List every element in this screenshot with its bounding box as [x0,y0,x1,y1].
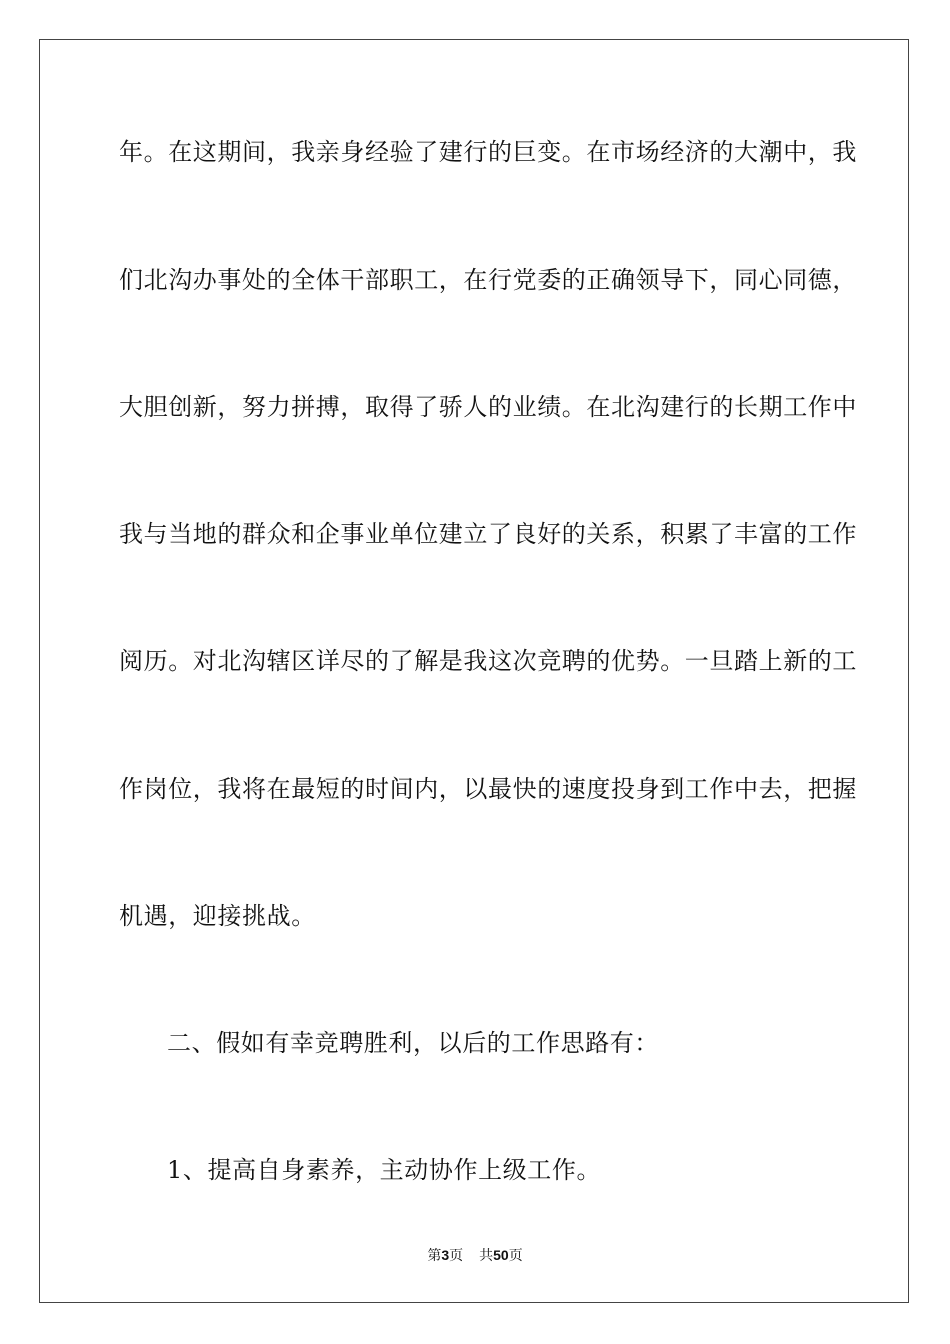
footer-total-prefix: 共 [479,1248,494,1264]
text-line-1: 年。在这期间，我亲身经验了建行的巨变。在市场经济的大潮中，我 [119,138,857,166]
footer-total-suffix: 页 [508,1248,523,1264]
text-line-3: 大胆创新，努力拼搏，取得了骄人的业绩。在北沟建行的长期工作中 [119,393,857,421]
footer-page-prefix: 第 [427,1248,442,1264]
text-line-2: 们北沟办事处的全体干部职工，在行党委的正确领导下，同心同德， [119,266,857,294]
text-line-7: 机遇，迎接挑战。 [119,902,316,930]
footer-page-suffix: 页 [449,1248,464,1264]
text-line-4: 我与当地的群众和企事业单位建立了良好的关系，积累了丰富的工作 [119,520,857,548]
text-line-5: 阅历。对北沟辖区详尽的了解是我这次竞聘的优势。一旦踏上新的工 [119,647,857,675]
footer-total-pages: 50 [493,1247,509,1263]
text-line-6: 作岗位，我将在最短的时间内，以最快的速度投身到工作中去，把握 [119,775,857,803]
page-footer [40,1246,910,1265]
document-page [39,39,909,1303]
list-item-1: 1、提高自身素养，主动协作上级工作。 [167,1156,602,1184]
section-heading-2: 二、假如有幸竞聘胜利，以后的工作思路有： [167,1029,659,1057]
footer-page-number: 3 [441,1247,450,1263]
